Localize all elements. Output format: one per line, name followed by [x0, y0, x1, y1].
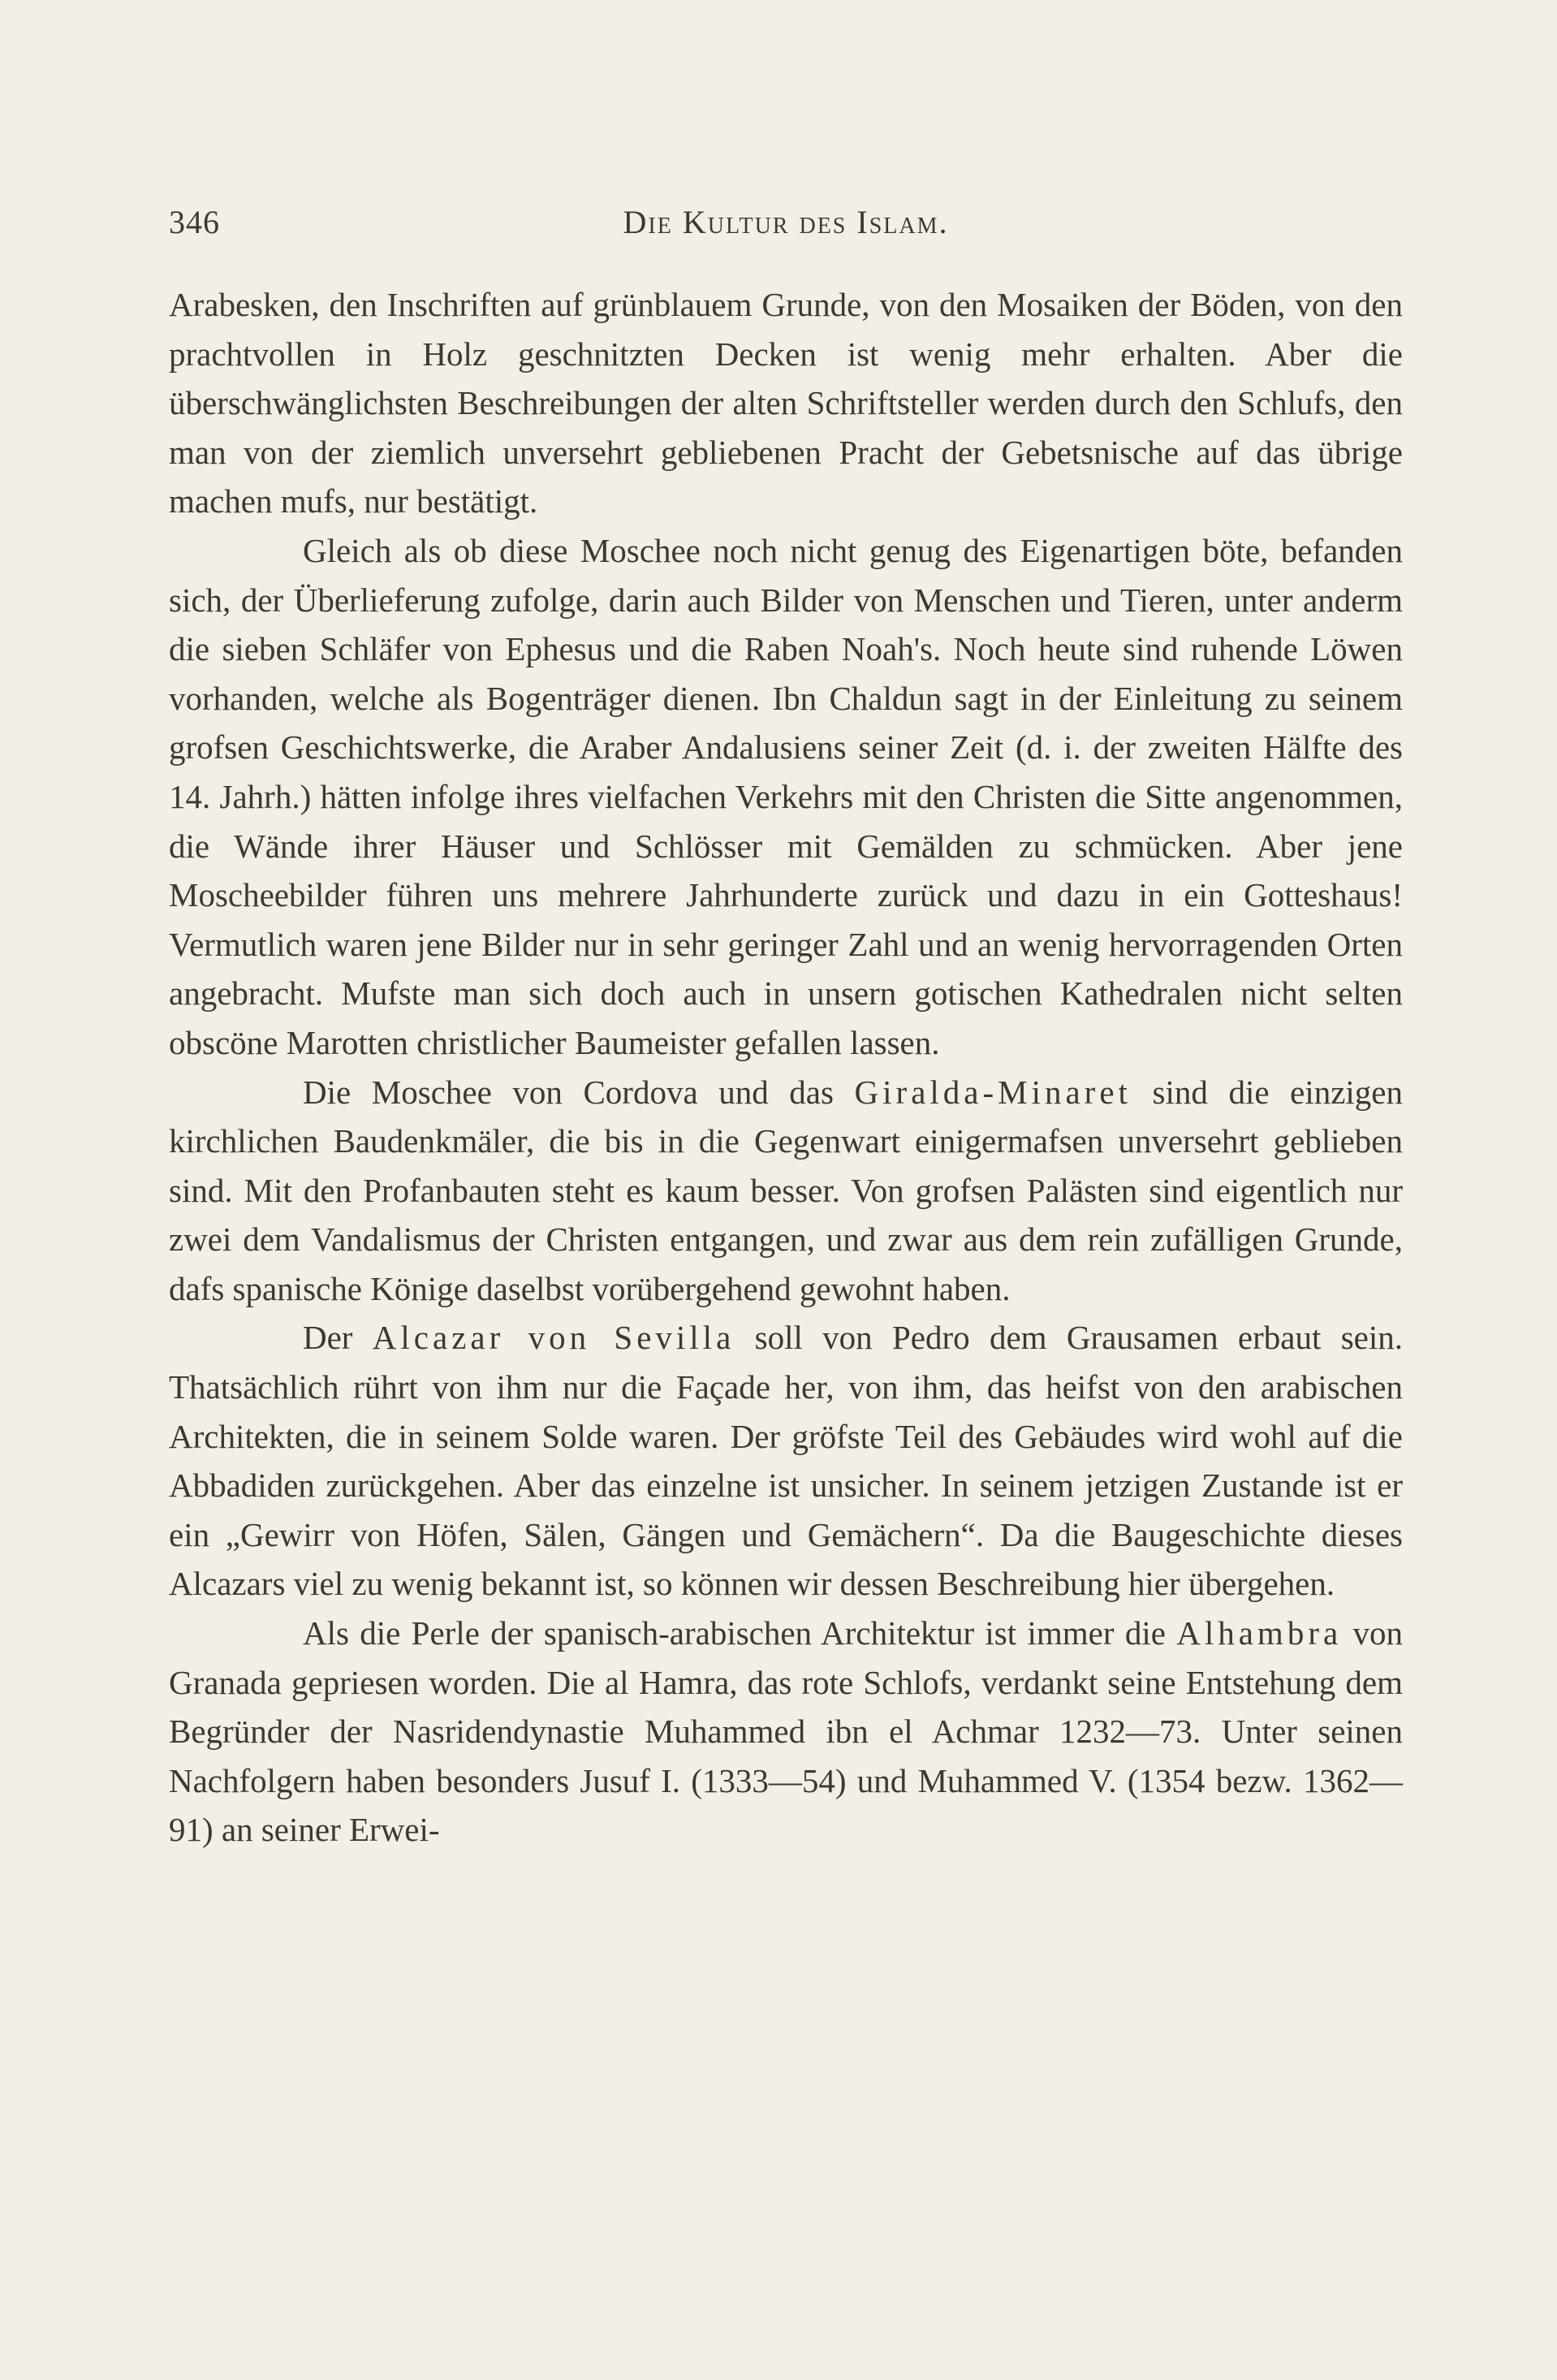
paragraph-mosque-images: Gleich als ob diese Moschee noch nicht genug des Eigenartigen böte, befanden sich, der Überlieferung zufolge, darin auch Bilder von Menschen und Tieren, unter anderm die sieben Schläfer von Ephesus und die Raben Noah's. Noch heute sind ruhende Löwen vorhanden, welche als Bogenträger dienen. Ibn Chaldun sagt in der Einleitung zu seinem grofsen Geschichtswerke, die Araber Andalusiens seiner Zeit (d. i. der zweiten Hälfte des 14. Jahrh.) hätten infolge ihres vielfachen Verkehrs mit den Christen die Sitte angenommen, die Wände ihrer Häuser und Schlösser mit Gemälden zu schmücken. Aber jene Moscheebilder führen uns mehrere Jahrhunderte zurück und dazu in ein Gotteshaus! Vermutlich waren jene Bilder nur in sehr geringer Zahl und an wenig hervorragenden Orten angebracht. Mufste man sich doch auch in unsern gotischen Kathedralen nicht selten obscöne Marotten christlicher Baumeister gefallen lassen.: [169, 531, 1403, 1061]
paragraph-text: von Granada gepriesen worden. Die al Hamra, das rote Schlofs, verdankt seine Entstehung dem Begründer der Nasridendynastie Muhammed ibn el Achmar 1232—73. Unter seinen Nachfolgern haben besonders Jusuf I. (1333—54) und Muhammed V. (1354 bezw. 1362—91) an seiner Erwei-: [169, 1614, 1404, 1849]
body-text: [169, 280, 1403, 1855]
spaced-term-giralda: Giralda-Minaret: [854, 1073, 1132, 1111]
running-title: Die Kultur des Islam.: [623, 204, 949, 240]
paragraph-alhambra: [169, 1609, 1403, 1855]
paragraph-text: soll von Pedro dem Grausamen erbaut sein. Thatsächlich rührt von ihm nur die Façade her, von ihm, das heifst von den arabischen Architekten, die in seinem Solde waren. Der gröfste Teil des Gebäudes wird wohl auf die Abbadiden zurückgehen. Aber das einzelne ist unsicher. In seinem jetzigen Zustande ist er ein „Gewirr von Höfen, Sälen, Gängen und Gemächern“. Da die Baugeschichte dieses Alcazars viel zu wenig bekannt ist, so können wir dessen Beschreibung hier übergehen.: [169, 1319, 1403, 1603]
spaced-term-alcazar: Alcazar von Sevilla: [372, 1319, 735, 1357]
paragraph-text: Die Moschee von Cordova und das: [303, 1073, 855, 1111]
paragraph-text: Als die Perle der spanisch-arabischen Architektur ist immer die: [303, 1614, 1177, 1652]
paragraph-mosaics: Arabesken, den Inschriften auf grünblauem Grunde, von den Mosaiken der Böden, von den prachtvollen in Holz geschnitzten Decken ist wenig mehr erhalten. Aber die überschwänglichsten Beschreibungen der alten Schriftsteller werden durch den Schlufs, den man von der ziemlich unversehrt gebliebenen Pracht der Gebetsnische auf das übrige machen mufs, nur bestätigt.: [169, 286, 1403, 520]
paragraph-text: sind die einzigen kirchlichen Baudenkmäler, die bis in die Gegenwart einigermafsen unversehrt geblieben sind. Mit den Profanbauten steht es kaum besser. Von grofsen Palästen sind eigentlich nur zwei dem Vandalismus der Christen entgangen, und zwar aus dem rein zufälligen Grunde, dafs spanische Könige daselbst vorübergehend gewohnt haben.: [169, 1073, 1403, 1307]
paragraph-alcazar: [169, 1313, 1403, 1609]
paragraph-text: Der: [303, 1319, 373, 1357]
spaced-term-alhambra: Alhambra: [1176, 1614, 1343, 1652]
paragraph-cordova-giralda: [169, 1068, 1403, 1314]
running-head: [169, 203, 1403, 252]
page-number: 346: [169, 204, 220, 240]
